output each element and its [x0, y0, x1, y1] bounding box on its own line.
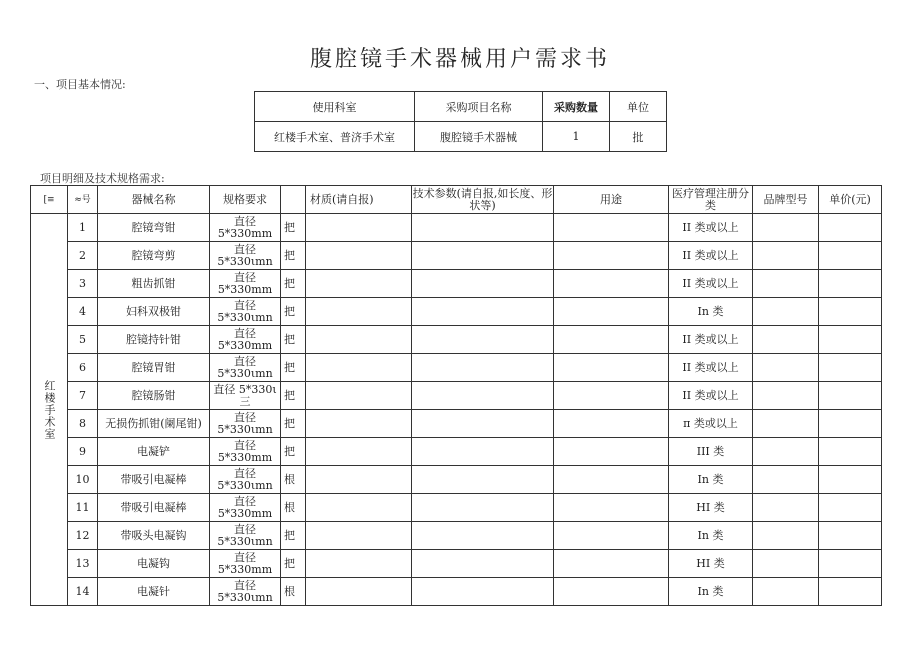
material-cell [306, 438, 412, 466]
name-cell: 带吸引电凝棒 [98, 466, 210, 494]
use-cell [554, 270, 669, 298]
header-dept: 使用科室 [255, 92, 415, 122]
seq-cell: 8 [68, 410, 98, 438]
seq-cell: 2 [68, 242, 98, 270]
use-cell [554, 494, 669, 522]
unit-cell: 根 [281, 578, 306, 606]
class-cell: II 类或以上 [669, 242, 753, 270]
header-seq-col: ≈号 [68, 186, 98, 214]
use-cell [554, 522, 669, 550]
class-cell: π 类或以上 [669, 410, 753, 438]
name-cell: 妇科双极钳 [98, 298, 210, 326]
basic-info-header-row [255, 92, 667, 122]
dept-name-cell: 红楼手术室 [31, 214, 68, 606]
tech-cell [412, 326, 554, 354]
model-cell [753, 326, 819, 354]
seq-cell: 12 [68, 522, 98, 550]
cell-dept: 红楼手术室、普济手术室 [255, 122, 415, 152]
price-cell [819, 270, 882, 298]
material-cell [306, 242, 412, 270]
spec-cell: 直径 5*330ιmn [210, 522, 281, 550]
price-cell [819, 354, 882, 382]
price-cell [819, 242, 882, 270]
material-cell [306, 326, 412, 354]
spec-cell: 直径 5*330ιmn [210, 354, 281, 382]
tech-cell [412, 550, 554, 578]
name-cell: 腔镜弯钳 [98, 214, 210, 242]
unit-cell: 把 [281, 382, 306, 410]
basic-info-table [254, 91, 667, 152]
cell-unit: 批 [610, 122, 667, 152]
header-class-col: 医疗管理注册分类 [669, 186, 753, 214]
tech-cell [412, 410, 554, 438]
unit-cell: 把 [281, 214, 306, 242]
tech-cell [412, 466, 554, 494]
tech-cell [412, 354, 554, 382]
name-cell: 电凝铲 [98, 438, 210, 466]
price-cell [819, 466, 882, 494]
seq-cell: 7 [68, 382, 98, 410]
name-cell: 腔镜胃钳 [98, 354, 210, 382]
material-cell [306, 354, 412, 382]
class-cell: II 类或以上 [669, 354, 753, 382]
material-cell [306, 410, 412, 438]
spec-cell: 直径 5*330mm [210, 270, 281, 298]
model-cell [753, 410, 819, 438]
header-unit-col [281, 186, 306, 214]
class-cell: In 类 [669, 578, 753, 606]
unit-cell: 把 [281, 522, 306, 550]
price-cell [819, 550, 882, 578]
header-spec-col: 规格要求 [210, 186, 281, 214]
spec-cell: 直径 5*330ιmn [210, 410, 281, 438]
class-cell: II 类或以上 [669, 270, 753, 298]
seq-cell: 6 [68, 354, 98, 382]
unit-cell: 把 [281, 298, 306, 326]
material-cell [306, 522, 412, 550]
spec-cell: 直径 5*330mm [210, 326, 281, 354]
material-cell [306, 550, 412, 578]
model-cell [753, 382, 819, 410]
unit-cell: 把 [281, 438, 306, 466]
name-cell: 腔镜肠钳 [98, 382, 210, 410]
spec-cell: 直径 5*330mm [210, 438, 281, 466]
model-cell [753, 578, 819, 606]
model-cell [753, 522, 819, 550]
name-cell: 电凝钩 [98, 550, 210, 578]
header-dept-col: [≡ [31, 186, 68, 214]
table-row [31, 382, 882, 410]
table-row [31, 522, 882, 550]
use-cell [554, 466, 669, 494]
model-cell [753, 466, 819, 494]
seq-cell: 3 [68, 270, 98, 298]
use-cell [554, 438, 669, 466]
seq-cell: 9 [68, 438, 98, 466]
seq-cell: 4 [68, 298, 98, 326]
unit-cell: 根 [281, 494, 306, 522]
use-cell [554, 550, 669, 578]
class-cell: In 类 [669, 298, 753, 326]
name-cell: 粗齿抓钳 [98, 270, 210, 298]
name-cell: 带吸引电凝棒 [98, 494, 210, 522]
detail-spec-table [30, 185, 882, 606]
table-row [31, 438, 882, 466]
header-quantity: 采购数量 [543, 92, 610, 122]
table-row [31, 550, 882, 578]
model-cell [753, 438, 819, 466]
material-cell [306, 494, 412, 522]
material-cell [306, 382, 412, 410]
class-cell: In 类 [669, 466, 753, 494]
header-name-col: 器械名称 [98, 186, 210, 214]
model-cell [753, 550, 819, 578]
model-cell [753, 354, 819, 382]
price-cell [819, 410, 882, 438]
basic-info-data-row [255, 122, 667, 152]
seq-cell: 11 [68, 494, 98, 522]
name-cell: 腔镜弯剪 [98, 242, 210, 270]
seq-cell: 13 [68, 550, 98, 578]
table-row [31, 214, 882, 242]
unit-cell: 把 [281, 410, 306, 438]
section-detail-label: 项目明细及技术规格需求: [40, 172, 165, 185]
class-cell: II 类或以上 [669, 214, 753, 242]
model-cell [753, 494, 819, 522]
model-cell [753, 270, 819, 298]
detail-header-row [31, 186, 882, 214]
material-cell [306, 298, 412, 326]
use-cell [554, 578, 669, 606]
model-cell [753, 298, 819, 326]
unit-cell: 把 [281, 550, 306, 578]
header-use-col: 用途 [554, 186, 669, 214]
class-cell: II 类或以上 [669, 382, 753, 410]
unit-cell: 把 [281, 242, 306, 270]
price-cell [819, 326, 882, 354]
table-row [31, 326, 882, 354]
use-cell [554, 326, 669, 354]
header-material-col: 材质(请自报) [306, 186, 412, 214]
spec-cell: 直径 5*330ιmn [210, 466, 281, 494]
tech-cell [412, 382, 554, 410]
tech-cell [412, 214, 554, 242]
tech-cell [412, 578, 554, 606]
use-cell [554, 214, 669, 242]
model-cell [753, 214, 819, 242]
document-title: 腹腔镜手术器械用户需求书 [309, 47, 610, 72]
name-cell: 电凝针 [98, 578, 210, 606]
material-cell [306, 578, 412, 606]
seq-cell: 5 [68, 326, 98, 354]
price-cell [819, 382, 882, 410]
tech-cell [412, 242, 554, 270]
spec-cell: 直径 5*330ιmn [210, 298, 281, 326]
material-cell [306, 214, 412, 242]
table-row [31, 494, 882, 522]
class-cell: III 类 [669, 438, 753, 466]
table-row [31, 242, 882, 270]
header-project-name: 采购项目名称 [415, 92, 543, 122]
use-cell [554, 242, 669, 270]
seq-cell: 14 [68, 578, 98, 606]
material-cell [306, 466, 412, 494]
header-price-col: 单价(元) [819, 186, 882, 214]
class-cell: In 类 [669, 522, 753, 550]
cell-project-name: 腹腔镜手术器械 [415, 122, 543, 152]
use-cell [554, 410, 669, 438]
class-cell: II 类或以上 [669, 326, 753, 354]
table-row [31, 410, 882, 438]
unit-cell: 把 [281, 326, 306, 354]
unit-cell: 把 [281, 354, 306, 382]
name-cell: 带吸头电凝钩 [98, 522, 210, 550]
seq-cell: 10 [68, 466, 98, 494]
use-cell [554, 382, 669, 410]
material-cell [306, 270, 412, 298]
header-model-col: 品牌型号 [753, 186, 819, 214]
table-row [31, 578, 882, 606]
name-cell: 无损伤抓钳(阑尾钳) [98, 410, 210, 438]
unit-cell: 把 [281, 270, 306, 298]
spec-cell: 直径 5*330ιmn [210, 578, 281, 606]
name-cell: 腔镜持针钳 [98, 326, 210, 354]
tech-cell [412, 522, 554, 550]
spec-cell: 直径 5*330mm [210, 494, 281, 522]
cell-quantity: 1 [543, 122, 610, 152]
header-tech-col: 技术参数(请自报,如长度、形状等) [412, 186, 553, 212]
spec-cell: 直径 5*330mm [210, 214, 281, 242]
price-cell [819, 494, 882, 522]
model-cell [753, 242, 819, 270]
spec-cell: 直径 5*330ιmn [210, 242, 281, 270]
tech-cell [412, 270, 554, 298]
price-cell [819, 522, 882, 550]
price-cell [819, 438, 882, 466]
spec-cell: 直径 5*330ι三 [210, 382, 281, 410]
seq-cell: 1 [68, 214, 98, 242]
spec-cell: 直径 5*330mm [210, 550, 281, 578]
table-row [31, 298, 882, 326]
table-row [31, 466, 882, 494]
use-cell [554, 354, 669, 382]
table-row [31, 354, 882, 382]
tech-cell [412, 298, 554, 326]
unit-cell: 根 [281, 466, 306, 494]
price-cell [819, 298, 882, 326]
section-basic-label: 一、项目基本情况: [34, 78, 126, 91]
tech-cell [412, 494, 554, 522]
table-row [31, 270, 882, 298]
class-cell: HI 类 [669, 494, 753, 522]
price-cell [819, 214, 882, 242]
price-cell [819, 578, 882, 606]
tech-cell [412, 438, 554, 466]
class-cell: HI 类 [669, 550, 753, 578]
header-unit: 单位 [610, 92, 667, 122]
use-cell [554, 298, 669, 326]
